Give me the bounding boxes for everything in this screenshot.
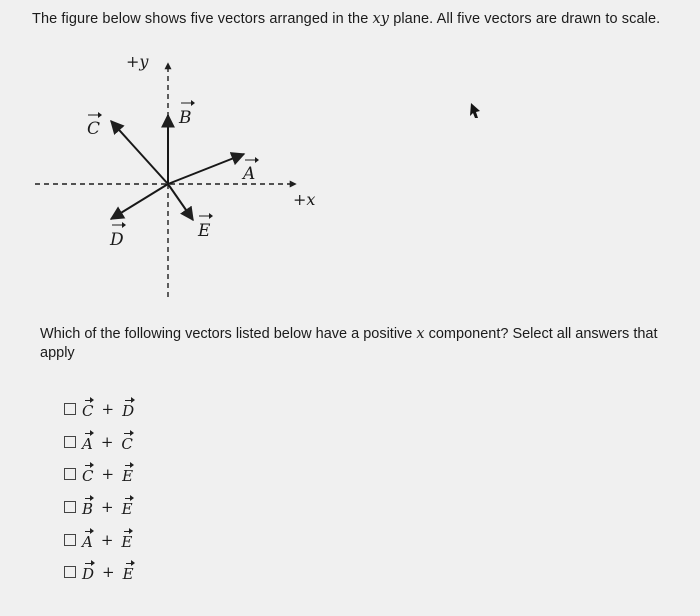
vector-a-label (241, 157, 259, 184)
question-intro-after: plane. All five vectors are drawn to scale. (389, 11, 661, 27)
plus-sign-icon: + (100, 530, 114, 549)
answer-option-a-plus-e[interactable] (64, 523, 224, 556)
checkbox-b-plus-e[interactable] (64, 501, 76, 513)
option-c-plus-e-right: E (122, 464, 133, 484)
svg-text:D: D (110, 230, 124, 250)
svg-text:E: E (198, 221, 211, 241)
vector-d-line (111, 184, 168, 219)
option-d-plus-e-right: E (123, 562, 134, 582)
option-a-plus-e-right: E (121, 530, 132, 550)
option-a-plus-c-right: C (121, 432, 132, 452)
answer-option-c-plus-e[interactable] (64, 458, 224, 491)
question-intro-math: xy (372, 11, 390, 27)
answer-option-b-plus-e[interactable] (64, 491, 224, 524)
question-prompt (40, 325, 675, 363)
checkbox-c-plus-e[interactable] (64, 468, 76, 480)
option-a-plus-e-left: A (82, 530, 93, 550)
vector-b-label (178, 100, 195, 128)
x-axis-label: +x (293, 190, 316, 209)
answer-option-a-plus-c[interactable] (64, 426, 224, 459)
checkbox-d-plus-e[interactable] (64, 566, 76, 578)
question-intro-before: The figure below shows five vectors arranged in the (32, 11, 373, 27)
option-a-plus-c-left: A (82, 432, 93, 452)
svg-text:A: A (243, 164, 256, 184)
plus-sign-icon: + (100, 432, 114, 451)
vector-a-line (168, 154, 244, 184)
answer-options (64, 393, 224, 589)
svg-text:C: C (87, 119, 101, 139)
plus-sign-icon: + (101, 498, 114, 517)
svg-text:B: B (179, 108, 192, 128)
option-d-plus-e-left: D (82, 562, 94, 582)
checkbox-c-plus-d[interactable] (64, 403, 76, 415)
option-b-plus-e-left: B (82, 497, 93, 517)
y-axis-label: +y (126, 52, 149, 71)
vector-c-line (111, 121, 168, 184)
vector-d-label (109, 222, 126, 250)
option-b-plus-e-right: E (122, 497, 133, 517)
option-c-plus-d-right: D (122, 399, 134, 419)
plus-sign-icon: + (101, 465, 115, 484)
plus-sign-icon: + (102, 563, 115, 582)
question-prompt-after: component? Select all answers that apply (40, 326, 658, 361)
mouse-cursor-icon (470, 103, 480, 118)
checkbox-a-plus-c[interactable] (64, 436, 76, 448)
vector-c-label (87, 112, 102, 139)
option-c-plus-d-left: C (82, 399, 93, 419)
option-c-plus-e-left: C (82, 464, 93, 484)
plus-sign-icon: + (101, 400, 115, 419)
vector-e-label (197, 213, 213, 241)
checkbox-a-plus-e[interactable] (64, 534, 76, 546)
vector-e-line (168, 184, 193, 220)
answer-option-c-plus-d[interactable] (64, 393, 224, 426)
answer-option-d-plus-e[interactable] (64, 556, 224, 589)
question-prompt-before: Which of the following vectors listed below have a positive (40, 326, 417, 342)
question-prompt-math: x (416, 326, 425, 342)
